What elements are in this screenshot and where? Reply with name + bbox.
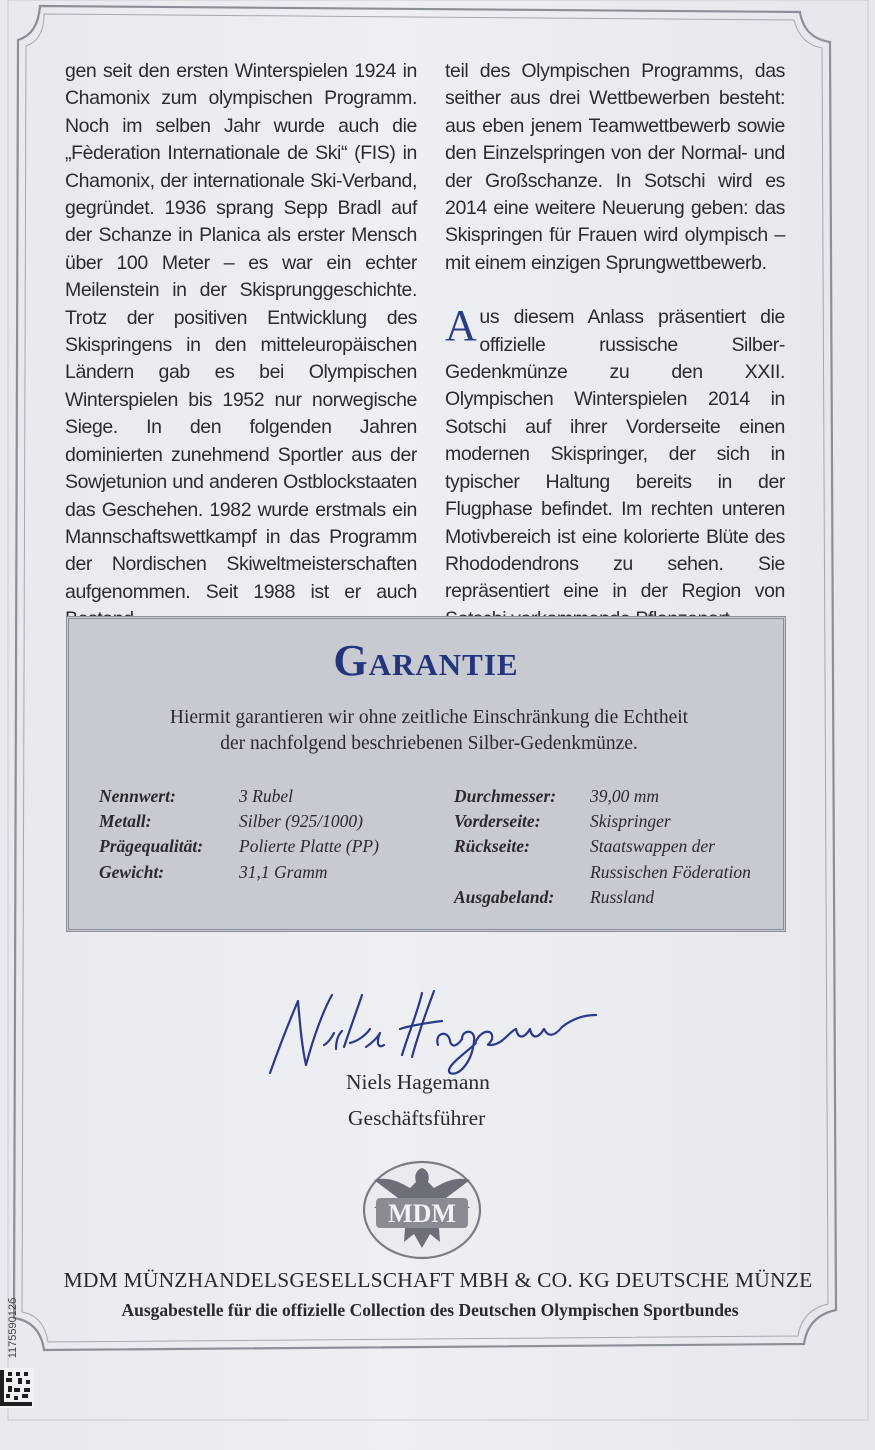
right-paragraph-2 [445, 301, 785, 633]
spec-row [454, 784, 770, 809]
right-text-column [445, 58, 785, 633]
spec-value: Skispringer [590, 811, 671, 832]
company-name: MDM MÜNZHANDELSGESELLSCHAFT MBH & CO. KG DEUTSCHE MÜNZE [63, 1268, 813, 1292]
data-matrix-code [0, 1368, 34, 1408]
signatory-role: Geschäftsführer [348, 1106, 486, 1130]
signatory-name: Niels Hagemann [346, 1070, 490, 1094]
spec-value: Silber (925/1000) [239, 811, 363, 832]
spec-key: Nennwert: [99, 786, 176, 806]
spec-row [454, 809, 770, 834]
logo-text: MDM [388, 1199, 456, 1228]
spec-value: Russland [590, 886, 655, 907]
handwritten-signature [262, 985, 602, 1080]
garantie-line-1: Hiermit garantieren wir ohne zeitliche Einschränkung die Echtheit [169, 707, 689, 728]
spec-row [454, 834, 770, 884]
spec-row [454, 885, 770, 910]
left-text-column [65, 58, 417, 634]
serial-number: 117559012б [7, 1297, 19, 1359]
spec-row [99, 834, 379, 859]
garantie-statement [109, 705, 749, 757]
garantie-title: Garantie [333, 636, 519, 685]
spec-value: 39,00 mm [590, 786, 660, 806]
spec-key: Metall: [99, 811, 152, 832]
spec-row [99, 860, 379, 885]
specs-right [454, 784, 770, 910]
spec-value: Staatswappen der Russischen Föderation [590, 836, 751, 882]
spec-key: Vorderseite: [454, 811, 541, 832]
spec-row [99, 809, 379, 834]
spec-key: Prägequalität: [99, 836, 204, 857]
spec-value: 31,1 Gramm [239, 861, 328, 882]
garantie-line-2: der nachfolgend beschriebenen Silber-Gedenkmünze. [220, 733, 638, 754]
spec-row [99, 784, 379, 809]
specs-left [99, 784, 379, 885]
mdm-eagle-logo [360, 1158, 484, 1264]
garantie-box [66, 616, 786, 932]
spec-value: Polierte Platte (PP) [239, 836, 379, 857]
spec-value: 3 Rubel [239, 786, 293, 806]
spec-key: Ausgabeland: [454, 886, 555, 907]
spec-key: Durchmesser: [454, 786, 557, 806]
issuer-subline: Ausgabestelle für die offizielle Collection des Deutschen Olympischen Sportbundes [121, 1300, 739, 1320]
drop-cap: A [445, 301, 477, 351]
spec-key: Gewicht: [99, 861, 165, 882]
left-paragraph: gen seit den ersten Winterspielen 1924 in Chamonix zum olympischen Programm. Noch im selben Jahr wurde auch die „Fèderation Internationale de Ski“ (FIS) in Chamonix, der internationale Ski-Verband, gegründet. 1936 sprang Sepp Bradl auf der Schanze in Planica als erster Mensch über 100 Meter – es war ein echter Meilenstein in der Skisprunggeschichte. Trotz der positiven Entwicklung des Skispringens in den mitteleuropäischen Ländern gab es bei Olympischen Winterspielen bis 1952 nur norwegische Siege. In den folgenden Jahren dominierten zunehmend Sportler aus der Sowjetunion und anderen Ostblockstaaten das Geschehen. 1982 wurde erstmals ein Mannschaftswettkampf in das Programm der Nordischen Skiweltmeisterschaften aufgenommen. Seit 1988 ist er auch [65, 60, 417, 603]
right-paragraph-1: teil des Olympischen Programms, das seither aus drei Wettbewerben besteht: aus eben jenem Teamwettbewerb sowie den Einzelspringen von der Normal- und der Großschanze. In Sotschi wird es 2014 eine weitere Neuerung geben: das Skispringen für Frauen wird olympisch – mit einem einzigen Sprungwettbewerb. [445, 60, 785, 274]
right-paragraph-2-text: us diesem Anlass präsentiert die offizielle russische Silber-Gedenkmünze zu den XXII. Olympischen Winterspielen 2014 in Sotschi auf ihrer Vorderseite einen modernen Skispringer, der sich in typischer Haltung bereits in der Flugphase befindet. Im rechten unteren Motivbereich ist eine kolorierte Blüte des Rhododendrons zu sehen. Sie repräsentiert eine in der Region von [445, 306, 785, 603]
spec-key: Rückseite: [454, 836, 530, 857]
